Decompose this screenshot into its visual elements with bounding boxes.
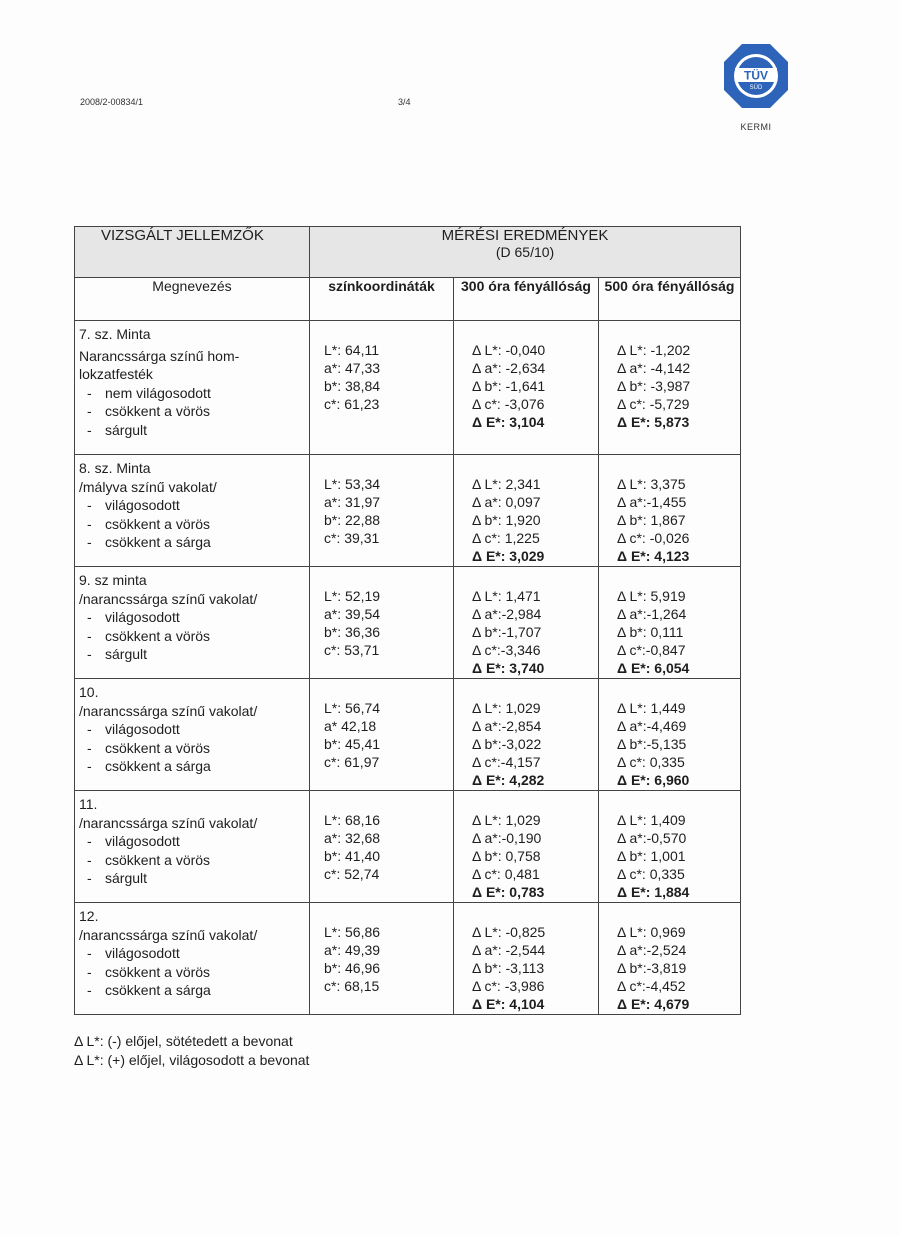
delta-e-total: Δ E*: 6,054 <box>617 660 690 676</box>
delta-500h <box>599 455 741 567</box>
coordinate-value: b*: 45,41 <box>324 736 381 752</box>
legend-notes <box>74 1032 309 1070</box>
sample-material: /narancssárga színű vakolat/ <box>79 814 258 831</box>
svg-text:TÜV: TÜV <box>744 68 768 83</box>
delta-value: Δ b*: 1,920 <box>472 512 541 528</box>
delta-value: Δ c*: -0,026 <box>617 530 690 546</box>
sample-observation: - csökkent a vörös <box>87 403 211 419</box>
subheader-300h: 300 óra fényállóság <box>454 278 599 321</box>
delta-value: Δ L*: 3,375 <box>617 476 686 492</box>
sample-observation: - sárgult <box>87 646 148 662</box>
sample-description <box>75 321 310 455</box>
coordinate-value: a* 42,18 <box>324 718 377 734</box>
coordinate-value: L*: 56,74 <box>324 700 381 716</box>
delta-e-total: Δ E*: 1,884 <box>617 884 690 900</box>
delta-value: Δ a*:-1,264 <box>617 606 687 622</box>
subheader-name: Megnevezés <box>75 278 310 321</box>
sample-title: 11. <box>79 796 98 812</box>
delta-e-total: Δ E*: 3,740 <box>472 660 545 676</box>
delta-value: Δ a*:-2,854 <box>472 718 542 734</box>
coordinate-value: b*: 38,84 <box>324 378 381 394</box>
svg-text:SÜD: SÜD <box>749 85 763 91</box>
table-row <box>75 903 741 1015</box>
coordinate-value: a*: 39,54 <box>324 606 381 622</box>
tuv-octagon-icon <box>722 42 790 118</box>
delta-value: Δ c*: 0,335 <box>617 866 685 882</box>
table-row <box>75 791 741 903</box>
sample-observation: - csökkent a vörös <box>87 963 211 980</box>
delta-e-total: Δ E*: 6,960 <box>617 772 690 788</box>
sample-observation: - csökkent a sárga <box>87 534 211 550</box>
coordinate-value: L*: 53,34 <box>324 476 381 492</box>
delta-value: Δ c*: 1,225 <box>472 530 540 546</box>
delta-300h <box>454 679 599 791</box>
coordinate-value: b*: 22,88 <box>324 512 381 528</box>
delta-value: Δ c*:-4,452 <box>617 978 686 994</box>
delta-300h <box>454 321 599 455</box>
delta-e-total: Δ E*: 5,873 <box>617 414 690 430</box>
delta-value: Δ c*: 0,335 <box>617 754 685 770</box>
color-coordinates <box>310 679 454 791</box>
sample-observation: - világosodott <box>87 945 180 961</box>
color-coordinates <box>310 903 454 1015</box>
delta-value: Δ b*: -3,113 <box>472 960 545 976</box>
coordinate-value: b*: 36,36 <box>324 624 381 640</box>
sample-material: /mályva színű vakolat/ <box>79 478 217 495</box>
sample-observation: - csökkent a vörös <box>87 515 211 532</box>
coordinate-value: L*: 52,19 <box>324 588 381 604</box>
sample-title: 7. sz. Minta <box>79 326 151 342</box>
color-coordinates <box>310 455 454 567</box>
delta-value: Δ c*:-4,157 <box>472 754 541 770</box>
coordinate-value: a*: 47,33 <box>324 360 381 376</box>
delta-value: Δ L*: 5,919 <box>617 588 686 604</box>
delta-300h <box>454 567 599 679</box>
delta-value: Δ b*:-3,819 <box>617 960 687 976</box>
results-body <box>75 321 741 1015</box>
coordinate-value: a*: 32,68 <box>324 830 381 846</box>
delta-value: Δ c*: 0,481 <box>472 866 540 882</box>
table-row <box>75 321 741 455</box>
delta-value: Δ b*:-1,707 <box>472 624 542 640</box>
delta-value: Δ b*: 0,758 <box>472 848 541 864</box>
delta-e-total: Δ E*: 4,282 <box>472 772 545 788</box>
delta-value: Δ a*: -4,142 <box>617 360 691 376</box>
sample-observation: - világosodott <box>87 497 180 513</box>
header-tested-properties: VIZSGÁLT JELLEMZŐK <box>75 227 310 278</box>
delta-value: Δ b*: 1,867 <box>617 512 686 528</box>
delta-value: Δ c*: -3,986 <box>472 978 545 994</box>
sample-observation: - csökkent a sárga <box>87 758 211 774</box>
delta-500h <box>599 321 741 455</box>
delta-value: Δ a*:-2,984 <box>472 606 542 622</box>
sample-description <box>75 791 310 903</box>
delta-500h <box>599 567 741 679</box>
delta-e-total: Δ E*: 4,123 <box>617 548 690 564</box>
delta-value: Δ a*:-4,469 <box>617 718 687 734</box>
sample-material: /narancssárga színű vakolat/ <box>79 702 258 719</box>
delta-value: Δ L*: -0,040 <box>472 342 546 358</box>
delta-value: Δ L*: 0,969 <box>617 924 686 940</box>
delta-value: Δ L*: 1,409 <box>617 812 686 828</box>
coordinate-value: c*: 53,71 <box>324 642 380 658</box>
delta-value: Δ b*: -3,987 <box>617 378 691 394</box>
sample-description <box>75 455 310 567</box>
sample-observation: - sárgult <box>87 421 148 438</box>
sample-description <box>75 679 310 791</box>
coordinate-value: c*: 52,74 <box>324 866 380 882</box>
sample-title: 9. sz minta <box>79 572 147 588</box>
delta-value: Δ a*:-0,190 <box>472 830 542 846</box>
sample-title: 8. sz. Minta <box>79 460 151 476</box>
sample-observation: - csökkent a vörös <box>87 851 211 868</box>
delta-value: Δ L*: 1,029 <box>472 700 541 716</box>
sample-title: 12. <box>79 908 99 924</box>
sample-observation: - világosodott <box>87 833 180 849</box>
delta-value: Δ a*: -2,634 <box>472 360 546 376</box>
coordinate-value: c*: 39,31 <box>324 530 380 546</box>
delta-300h <box>454 455 599 567</box>
coordinate-value: c*: 61,23 <box>324 396 380 412</box>
color-coordinates <box>310 791 454 903</box>
sample-material: Narancssárga színű hom-lokzatfesték <box>79 347 240 382</box>
delta-value: Δ a*:-2,524 <box>617 942 687 958</box>
color-coordinates <box>310 567 454 679</box>
delta-e-total: Δ E*: 0,783 <box>472 884 545 900</box>
page-number: 3/4 <box>398 97 411 107</box>
delta-e-total: Δ E*: 3,104 <box>472 414 545 430</box>
note-negative: Δ L*: (-) előjel, sötétedett a bevonat <box>74 1033 293 1049</box>
delta-value: Δ a*: 0,097 <box>472 494 541 510</box>
sample-observation: - csökkent a sárga <box>87 982 211 998</box>
sample-title: 10. <box>79 684 99 700</box>
sample-observation: - világosodott <box>87 609 180 625</box>
sample-observation: - csökkent a vörös <box>87 739 211 756</box>
delta-value: Δ c*:-3,346 <box>472 642 541 658</box>
coordinate-value: c*: 61,97 <box>324 754 380 770</box>
sample-material: /narancssárga színű vakolat/ <box>79 926 258 943</box>
logo-caption: KERMI <box>740 122 772 132</box>
delta-value: Δ L*: 1,471 <box>472 588 541 604</box>
delta-value: Δ b*: 0,111 <box>617 624 684 640</box>
delta-500h <box>599 791 741 903</box>
delta-e-total: Δ E*: 4,679 <box>617 996 690 1012</box>
delta-value: Δ b*:-3,022 <box>472 736 542 752</box>
coordinate-value: a*: 31,97 <box>324 494 381 510</box>
delta-value: Δ L*: 2,341 <box>472 476 541 492</box>
coordinate-value: L*: 56,86 <box>324 924 381 940</box>
delta-value: Δ c*:-0,847 <box>617 642 686 658</box>
delta-value: Δ b*: -1,641 <box>472 378 546 394</box>
coordinate-value: c*: 68,15 <box>324 978 380 994</box>
delta-300h <box>454 903 599 1015</box>
delta-value: Δ c*: -5,729 <box>617 396 690 412</box>
document-number: 2008/2-00834/1 <box>80 97 144 107</box>
header-results-title: MÉRÉSI EREDMÉNYEK <box>441 227 609 244</box>
coordinate-value: L*: 68,16 <box>324 812 381 828</box>
coordinate-value: L*: 64,11 <box>324 342 380 358</box>
color-coordinates <box>310 321 454 455</box>
sample-observation: - csökkent a vörös <box>87 627 211 644</box>
delta-value: Δ a*:-1,455 <box>617 494 687 510</box>
delta-value: Δ c*: -3,076 <box>472 396 545 412</box>
tuv-logo <box>716 42 796 134</box>
delta-value: Δ b*: 1,001 <box>617 848 686 864</box>
header-results-illuminant: (D 65/10) <box>495 244 555 260</box>
coordinate-value: b*: 46,96 <box>324 960 381 976</box>
delta-value: Δ a*:-0,570 <box>617 830 687 846</box>
delta-value: Δ b*:-5,135 <box>617 736 687 752</box>
sample-material: /narancssárga színű vakolat/ <box>79 590 258 607</box>
sample-description <box>75 903 310 1015</box>
header-measurement-results <box>310 227 741 278</box>
delta-e-total: Δ E*: 4,104 <box>472 996 545 1012</box>
note-positive: Δ L*: (+) előjel, világosodott a bevonat <box>74 1052 310 1068</box>
sample-observation: - sárgult <box>87 870 148 886</box>
delta-value: Δ L*: -1,202 <box>617 342 691 358</box>
subheader-500h: 500 óra fényállóság <box>599 278 741 321</box>
delta-300h <box>454 791 599 903</box>
table-row <box>75 455 741 567</box>
results-table <box>74 226 741 1015</box>
delta-value: Δ a*: -2,544 <box>472 942 546 958</box>
coordinate-value: b*: 41,40 <box>324 848 381 864</box>
delta-value: Δ L*: 1,449 <box>617 700 686 716</box>
delta-value: Δ L*: -0,825 <box>472 924 546 940</box>
delta-500h <box>599 903 741 1015</box>
table-row <box>75 679 741 791</box>
sample-description <box>75 567 310 679</box>
table-row <box>75 567 741 679</box>
delta-value: Δ L*: 1,029 <box>472 812 541 828</box>
delta-500h <box>599 679 741 791</box>
sample-observation: - világosodott <box>87 721 180 737</box>
sample-observation: - nem világosodott <box>87 384 211 401</box>
coordinate-value: a*: 49,39 <box>324 942 381 958</box>
delta-e-total: Δ E*: 3,029 <box>472 548 545 564</box>
subheader-coordinates: színkoordináták <box>310 278 454 321</box>
